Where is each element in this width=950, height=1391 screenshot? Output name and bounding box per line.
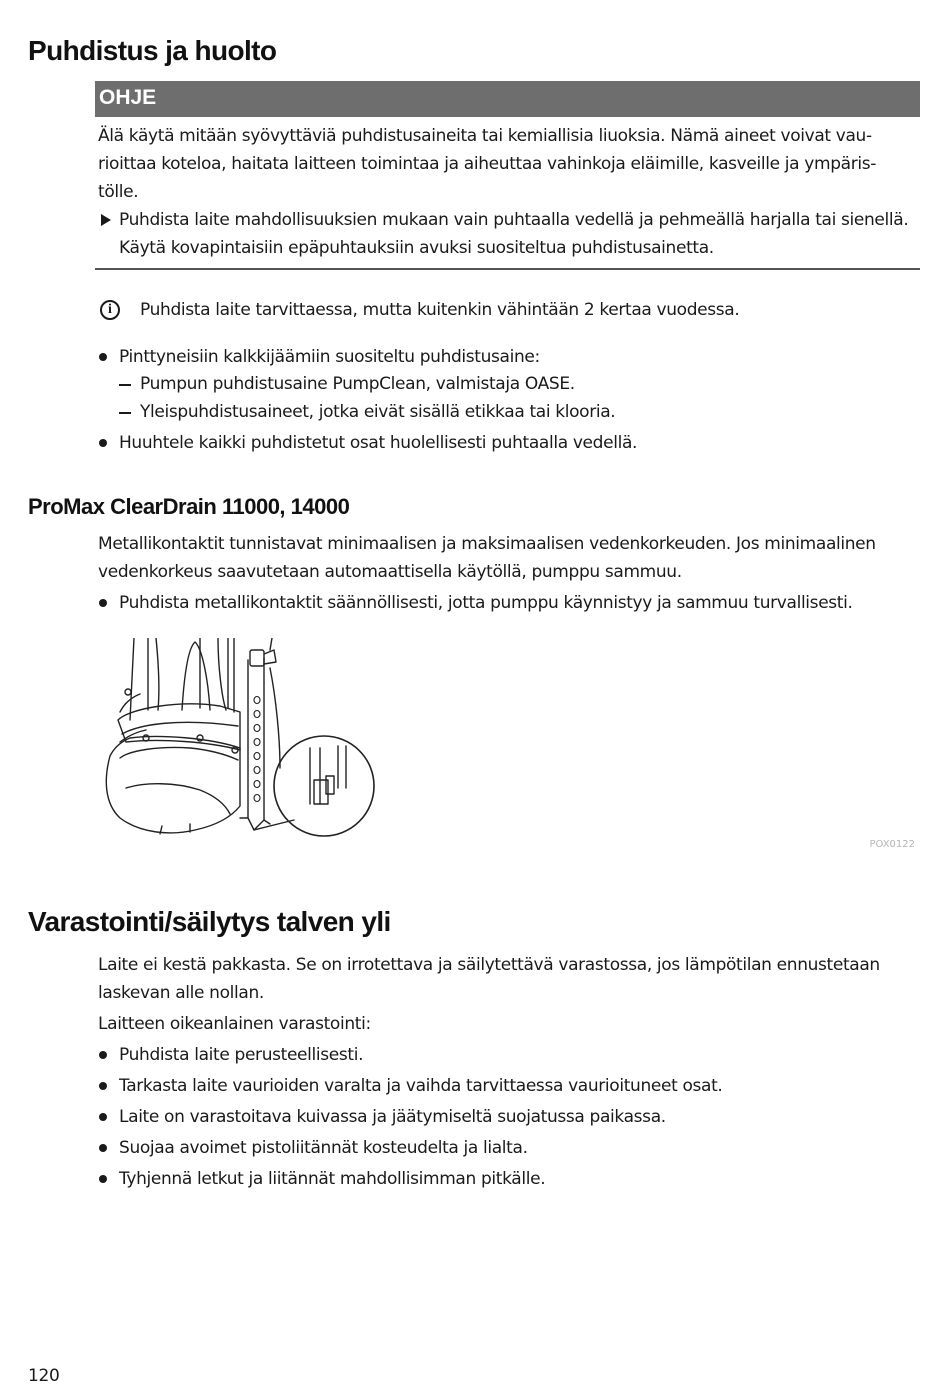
notice-text-line: rioittaa koteloa, haitata laitteen toimintaa ja aiheuttaa vahinkoja eläimille, kasveille ja ympäris-: [98, 154, 877, 174]
bullet-icon: [99, 1175, 107, 1183]
pump-contacts-illustration: [100, 638, 380, 840]
info-icon: i: [100, 300, 120, 320]
dash-icon: [119, 412, 131, 414]
list-item: Pinttyneisiin kalkkijäämiin suositeltu puhdistusaine:: [119, 347, 540, 367]
notice-action-line: Puhdista laite mahdollisuuksien mukaan vain puhtaalla vedellä ja pehmeällä harjalla tai sienellä.: [119, 210, 909, 230]
storage-para-line: laskevan alle nollan.: [98, 983, 264, 1003]
list-item: Laite on varastoitava kuivassa ja jäätymiseltä suojatussa paikassa.: [119, 1107, 666, 1127]
bullet-icon: [99, 599, 107, 607]
section-title-cleaning: Puhdistus ja huolto: [28, 35, 277, 66]
page-number: 120: [28, 1366, 60, 1386]
list-item: Suojaa avoimet pistoliitännät kosteudelta ja lialta.: [119, 1138, 528, 1158]
bullet-icon: [99, 439, 107, 447]
dash-icon: [119, 384, 131, 386]
sub-list-item: Pumpun puhdistusaine PumpClean, valmistaja OASE.: [140, 374, 575, 394]
subsection-para-line: Metallikontaktit tunnistavat minimaalisen ja maksimaalisen vedenkorkeuden. Jos minimaalinen: [98, 534, 876, 554]
notice-bottom-rule: [95, 268, 920, 270]
notice-text-line: tölle.: [98, 182, 139, 202]
list-item: Tyhjennä letkut ja liitännät mahdollisimman pitkälle.: [119, 1169, 546, 1189]
storage-para-line: Laite ei kestä pakkasta. Se on irrotettava ja säilytettävä varastossa, jos lämpötilan ennustetaan: [98, 955, 880, 975]
notice-action-line: Käytä kovapintaisiin epäpuhtauksiin avuksi suositeltua puhdistusainetta.: [119, 238, 714, 258]
figure-code: POX0122: [869, 839, 915, 850]
bullet-icon: [99, 1144, 107, 1152]
bullet-icon: [99, 1051, 107, 1059]
bullet-icon: [99, 1082, 107, 1090]
subsection-para-line: vedenkorkeus saavutetaan automaattisella käytöllä, pumppu sammuu.: [98, 562, 682, 582]
notice-text-line: Älä käytä mitään syövyttäviä puhdistusaineita tai kemiallisia liuoksia. Nämä aineet voivat vau-: [98, 126, 872, 146]
list-item: Puhdista metallikontaktit säännöllisesti, jotta pumppu käynnistyy ja sammuu turvallisesti.: [119, 593, 853, 613]
notice-label: OHJE: [99, 86, 157, 109]
list-item: Tarkasta laite vaurioiden varalta ja vaihda tarvittaessa vaurioituneet osat.: [119, 1076, 723, 1096]
bullet-icon: [99, 353, 107, 361]
subsection-title: ProMax ClearDrain 11000, 14000: [28, 494, 350, 519]
info-text: Puhdista laite tarvittaessa, mutta kuitenkin vähintään 2 kertaa vuodessa.: [140, 300, 740, 320]
storage-intro: Laitteen oikeanlainen varastointi:: [98, 1014, 371, 1034]
list-item: Puhdista laite perusteellisesti.: [119, 1045, 364, 1065]
notice-header: [95, 81, 920, 117]
sub-list-item: Yleispuhdistusaineet, jotka eivät sisällä etikkaa tai klooria.: [140, 402, 616, 422]
action-arrow-icon: [101, 214, 111, 226]
section-title-storage: Varastointi/säilytys talven yli: [28, 906, 391, 937]
list-item: Huuhtele kaikki puhdistetut osat huolellisesti puhtaalla vedellä.: [119, 433, 638, 453]
bullet-icon: [99, 1113, 107, 1121]
